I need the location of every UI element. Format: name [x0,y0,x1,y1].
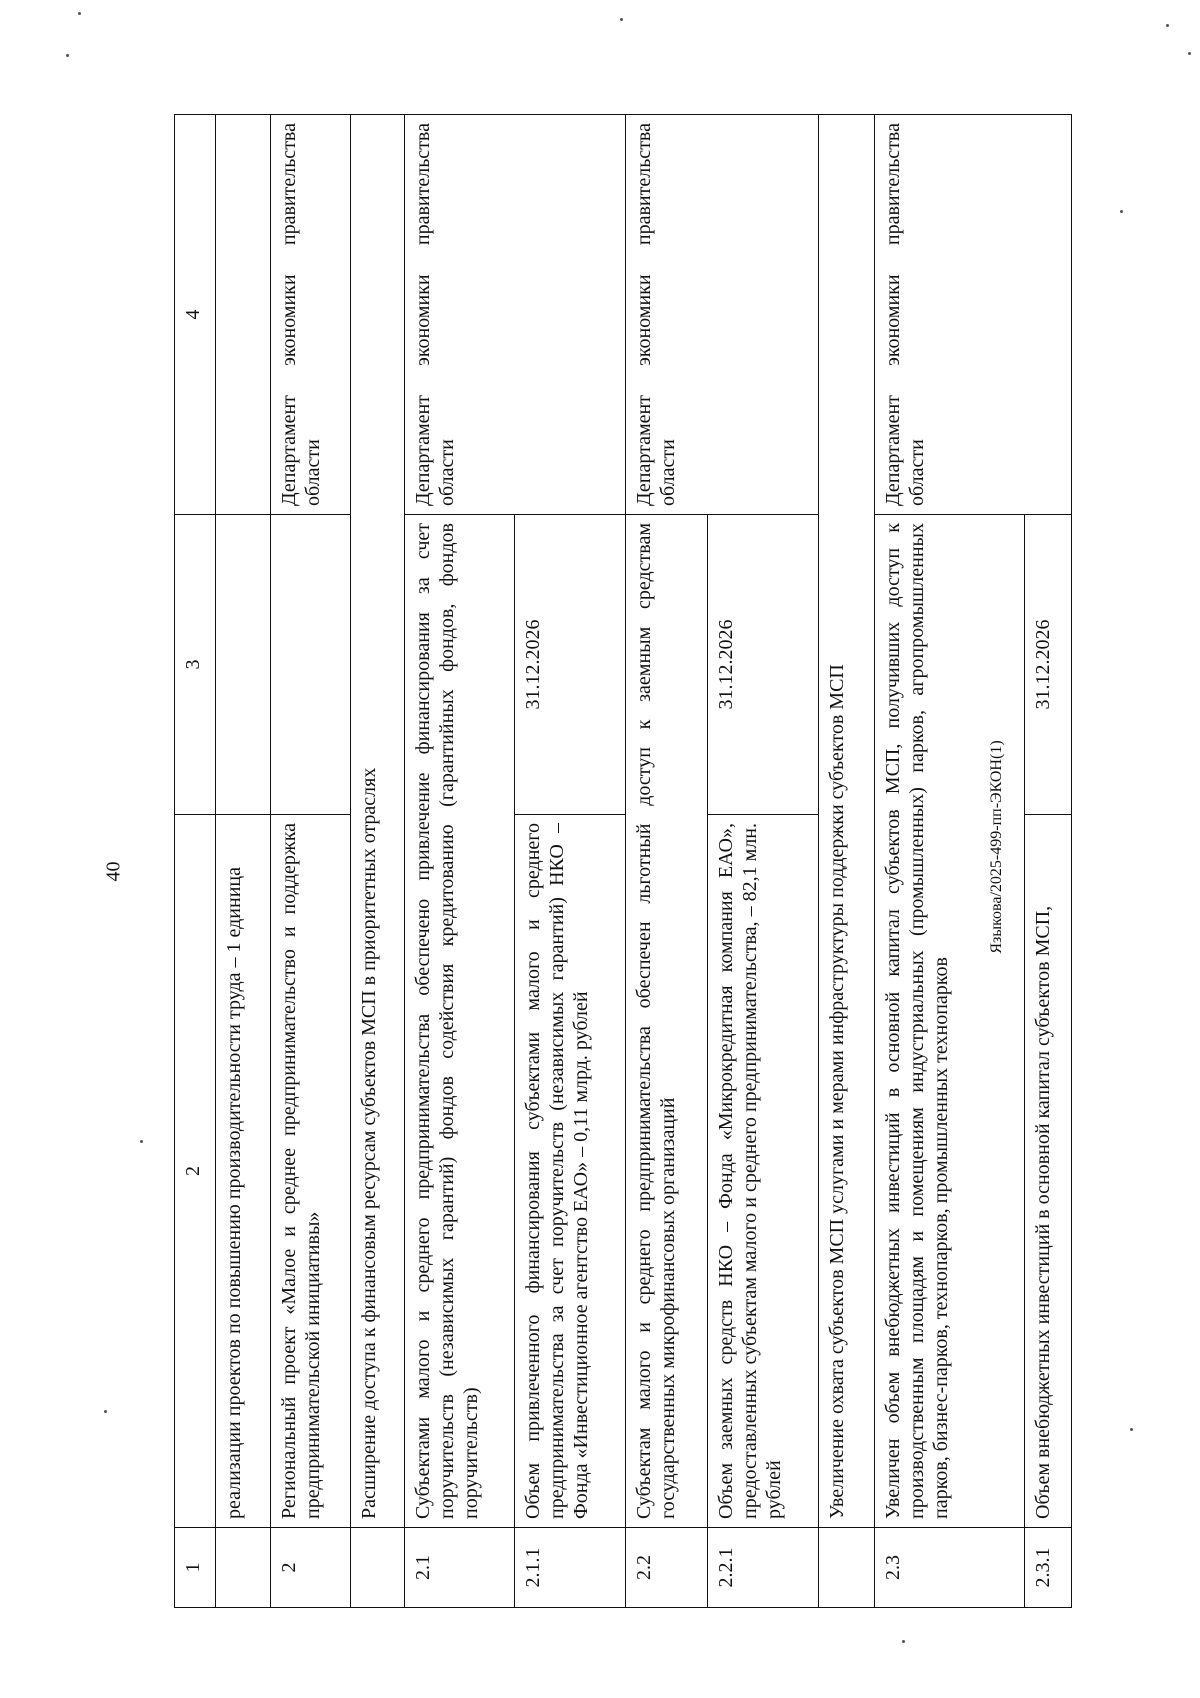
scan-speck [902,1640,905,1643]
scan-speck [1166,24,1169,27]
table-header-row [175,115,216,1608]
row-text: Объем внебюджетных инвестиций в основной капитал субъектов МСП, [1025,815,1072,1528]
table-rotated-container [174,115,1072,1608]
row-number: 2 [271,1528,351,1608]
table-row [404,115,515,1608]
row-number [216,1528,271,1608]
row-department: Департамент экономики правительства области [404,115,626,515]
scan-speck [1120,210,1123,213]
row-date: 31.12.2026 [515,515,626,815]
header-col-4: 4 [175,115,216,515]
scan-speck [620,18,623,21]
row-date [216,515,271,815]
header-col-3: 3 [175,515,216,815]
table-row [626,115,708,1608]
table-row [216,115,271,1608]
header-col-1: 1 [175,1528,216,1608]
scan-speck [140,1140,143,1143]
scan-speck [66,54,69,57]
row-text: Субъектами малого и среднего предпринимательства обеспечено привлечение финансирования за счет поручительств (независимых гарантий) фондов содействия кредитованию (гарантийных фондов, фондов поручительств) [404,515,515,1528]
row-number: 2.1 [404,1528,515,1608]
scan-speck [1130,1428,1133,1431]
row-department: Департамент экономики правительства области [874,115,1071,515]
section-row [819,115,874,1608]
scan-speck [104,1410,107,1413]
scan-speck [1188,52,1191,55]
row-text: Увеличен объем внебюджетных инвестиций в основной капитал субъектов МСП, получивших доступ к производственным площадям и помещениям индустриальных (промышленных) парков, агропромышленных парков, бизнес-парков, технопарков, промышленных технопарков [874,515,1025,1528]
page-number: 40 [102,861,125,882]
row-department [216,115,271,515]
row-date: 31.12.2026 [708,515,819,815]
section-num-cell [351,1528,404,1608]
row-date [271,515,351,815]
row-number: 2.3 [874,1528,1025,1608]
row-text: Объем заемных средств НКО – Фонда «Микрокредитная компания ЕАО», предоставленных субъектам малого и среднего предпринимательства, – 82,1 млн. рублей [708,815,819,1528]
scan-speck [78,12,81,15]
plan-table [174,114,1072,1608]
section-num-cell [819,1528,874,1608]
row-number: 2.2.1 [708,1528,819,1608]
section-title: Расширение доступа к финансовым ресурсам субъектов МСП в приоритетных отраслях [351,115,404,1528]
row-text: Объем привлеченного финансирования субъектами малого и среднего предпринимательства за счет поручительств (независимых гарантий) НКО – Фонда «Инвестиционное агентство ЕАО» – 0,11 млрд. рублей [515,815,626,1528]
section-row [351,115,404,1608]
row-date: 31.12.2026 [1025,515,1072,815]
header-col-2: 2 [175,815,216,1528]
row-department: Департамент экономики правительства области [626,115,819,515]
table-row [271,115,351,1608]
row-number: 2.1.1 [515,1528,626,1608]
row-number: 2.3.1 [1025,1528,1072,1608]
row-department: Департамент экономики правительства области [271,115,351,515]
row-text: Региональный проект «Малое и среднее предпринимательство и поддержка предпринимательской инициативы» [271,815,351,1528]
row-text: Субъектам малого и среднего предпринимательства обеспечен льготный доступ к заемным средствам государственных микрофинансовых организаций [626,515,708,1528]
row-text: реализации проектов по повышению производительности труда – 1 единица [216,815,271,1528]
row-number: 2.2 [626,1528,708,1608]
section-title: Увеличение охвата субъектов МСП услугами и мерами инфраструктуры поддержки субъектов МСП [819,115,874,1528]
document-code: Языкова/2025-499-пп-ЭКОН(1) [988,740,1005,954]
